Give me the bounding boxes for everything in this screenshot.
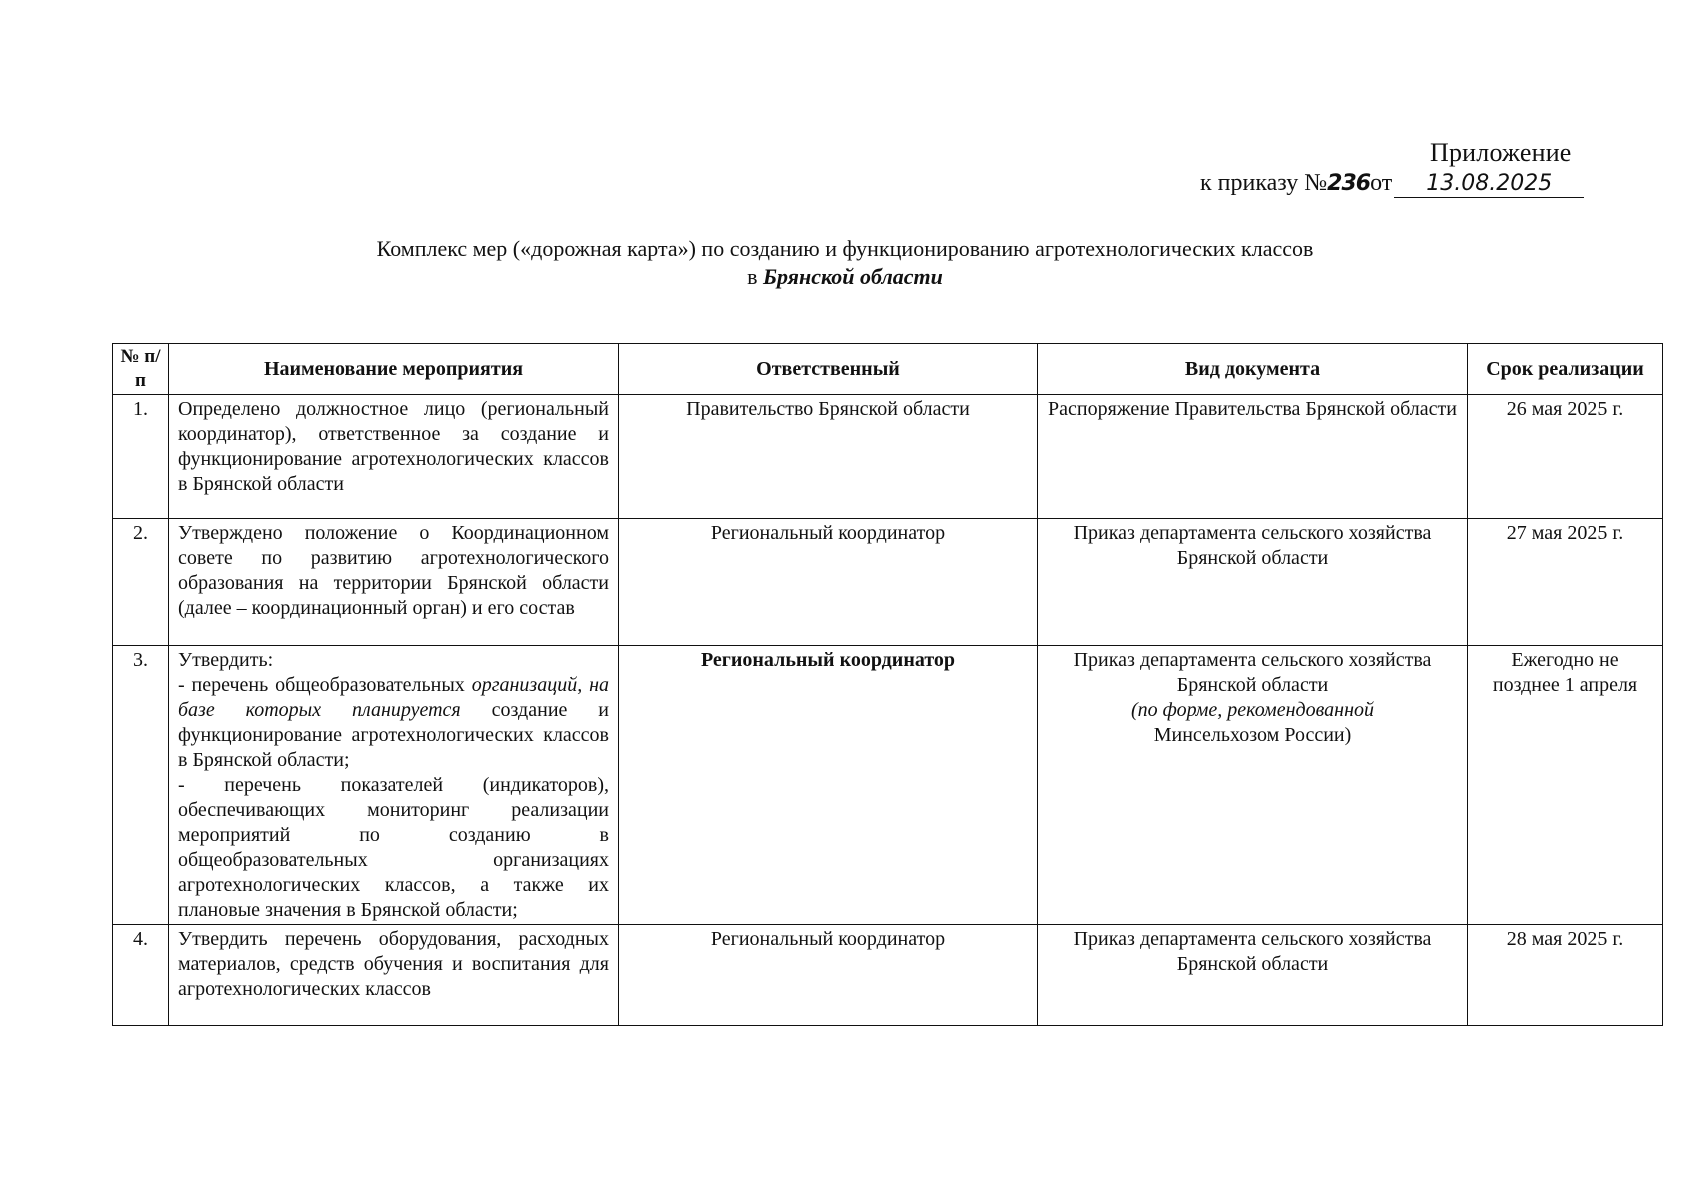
row-name-item2: - перечень показателей (индикаторов), обеспечивающих мониторинг реализации мероприятий по созданию в общеобразовательных организациях агротехнологических классов, а также их плановые значения в Брянской области; <box>178 774 609 921</box>
row-doc-type-note: (по форме, рекомендованной <box>1130 699 1375 721</box>
row-responsible: Региональный координатор <box>619 925 1038 1026</box>
title-region: Брянской области <box>763 264 943 289</box>
row-doc-type-note-rest: Минсельхозом России) <box>1153 724 1352 746</box>
row-name: Утвердить перечень оборудования, расходных материалов, средств обучения и воспитания для агротехнологических классов <box>169 925 619 1026</box>
order-from: от <box>1370 170 1393 196</box>
order-date-field <box>1394 170 1584 198</box>
title-line-1: Комплекс мер («дорожная карта») по созданию и функционированию агротехнологических классов <box>376 236 1314 261</box>
order-number: 236 <box>1327 171 1371 196</box>
header-num: № п/п <box>113 344 169 395</box>
roadmap-table <box>112 343 1663 1026</box>
table-header-row <box>113 344 1663 395</box>
row-doc-type: Распоряжение Правительства Брянской области <box>1038 395 1468 519</box>
row-doc-type <box>1038 646 1468 925</box>
table-row <box>113 925 1663 1026</box>
row-responsible: Правительство Брянской области <box>619 395 1038 519</box>
table-row <box>113 395 1663 519</box>
row-name-item1-prefix: - перечень общеобразовательных <box>178 674 465 696</box>
row-num: 1. <box>113 395 169 519</box>
document-title <box>200 235 1490 291</box>
row-num: 3. <box>113 646 169 925</box>
row-name-item1-italic: организаций, на базе которых планируется <box>178 674 610 721</box>
order-reference <box>1200 170 1584 198</box>
row-deadline: 26 мая 2025 г. <box>1468 395 1663 519</box>
row-deadline: Ежегодно не позднее 1 апреля <box>1468 646 1663 925</box>
row-name: Определено должностное лицо (региональный координатор), ответственное за создание и функционирование агротехнологических классов в Брянской области <box>169 395 619 519</box>
header-deadline: Срок реализации <box>1468 344 1663 395</box>
row-name <box>169 646 619 925</box>
order-date: 13.08.2025 <box>1426 171 1553 196</box>
row-doc-type: Приказ департамента сельского хозяйства Брянской области <box>1038 925 1468 1026</box>
row-deadline: 28 мая 2025 г. <box>1468 925 1663 1026</box>
order-prefix: к приказу № <box>1200 170 1328 196</box>
appendix-label: Приложение <box>1430 138 1572 167</box>
row-num: 2. <box>113 519 169 646</box>
row-responsible: Региональный координатор <box>619 519 1038 646</box>
row-responsible <box>619 646 1038 925</box>
row-name: Утверждено положение о Координационном совете по развитию агротехнологического образования на территории Брянской области (далее – координационный орган) и его состав <box>169 519 619 646</box>
table-row <box>113 646 1663 925</box>
row-name-intro: Утвердить: <box>178 649 274 671</box>
table-row <box>113 519 1663 646</box>
row-doc-type: Приказ департамента сельского хозяйства Брянской области <box>1038 519 1468 646</box>
row-deadline: 27 мая 2025 г. <box>1468 519 1663 646</box>
row-name-item1-rest: создание и функционирование агротехнологических классов в Брянской области; <box>178 699 609 771</box>
title-line-2 <box>200 263 1490 291</box>
title-line-2-prefix: в <box>747 264 758 289</box>
row-num: 4. <box>113 925 169 1026</box>
header-doc-type: Вид документа <box>1038 344 1468 395</box>
row-responsible-text: Региональный координатор <box>700 649 956 671</box>
header-name: Наименование мероприятия <box>169 344 619 395</box>
row-doc-type-text: Приказ департамента сельского хозяйства Брянской области <box>1073 649 1432 696</box>
header-responsible: Ответственный <box>619 344 1038 395</box>
